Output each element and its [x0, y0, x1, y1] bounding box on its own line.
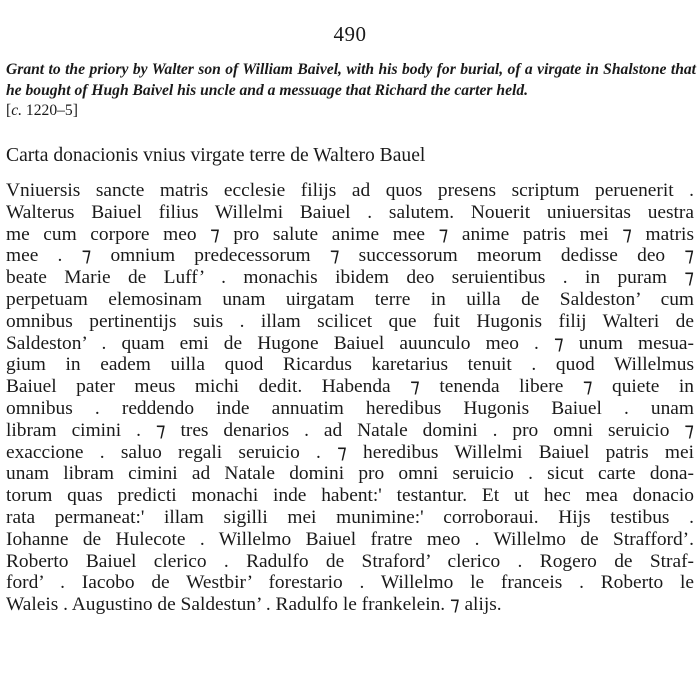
body-line: me cum corpore meo ⁊ pro salute anime mee ⁊ anime patris mei ⁊ matris: [6, 223, 694, 245]
body-line: torum quas predicti monachi inde habent:' testantur. Et ut hec mea donacio: [6, 485, 694, 507]
body-line: Saldeston’ . quam emi de Hugone Baiuel auunculo meo . ⁊ unum mesua-: [6, 332, 694, 354]
body-line: rata permaneat:' illam sigilli mei munimine:' corroboraui. Hijs testibus .: [6, 506, 694, 528]
body-line: exaccione . saluo regali seruicio . ⁊ heredibus Willelmi Baiuel patris mei: [6, 441, 694, 463]
body-line: Walterus Baiuel filius Willelmi Baiuel . salutem. Nouerit uniuersitas uestra: [6, 201, 694, 223]
body-line: Roberto Baiuel clerico . Radulfo de Straford’ clerico . Rogero de Straf-: [6, 550, 694, 572]
rubric-line: Grant to the priory by Walter son of William Baivel, with his body for burial, of a virgate in: [6, 61, 599, 78]
rubric-summary: [6, 60, 696, 122]
body-line: libram cimini . ⁊ tres denarios . ad Natale domini . pro omni seruicio ⁊: [6, 419, 694, 441]
body-line: omnibus . reddendo inde annuatim heredibus Hugonis Baiuel . unam: [6, 397, 694, 419]
date-prefix: [: [6, 102, 12, 119]
body-line: perpetuam elemosinam unam uirgatam terre in uilla de Saldeston’ cum: [6, 288, 694, 310]
rubric-date: [6, 102, 78, 119]
body-line: gium in eadem uilla quod Ricardus karetarius tenuit . quod Willelmus: [6, 354, 694, 376]
charter-heading: Carta donacionis vnius virgate terre de Waltero Bauel: [6, 145, 426, 166]
body-line: Baiuel pater meus michi dedit. Habenda ⁊ tenenda libere ⁊ quiete in: [6, 376, 694, 398]
body-line: beate Marie de Luff’ . monachis ibidem deo seruientibus . in puram ⁊: [6, 267, 694, 289]
rubric-line: Shalstone that he bought of Hugh Baivel his uncle and a messuage that Richard the carter held.: [6, 61, 696, 99]
body-line: ford’ . Iacobo de Westbir’ forestario . Willelmo le franceis . Roberto le: [6, 572, 694, 594]
body-line: omnibus pertinentijs suis . illam scilicet que fuit Hugonis filij Walteri de: [6, 310, 694, 332]
charter-body: [6, 180, 694, 616]
page-number: 490: [333, 22, 367, 46]
date-value: 1220–5]: [22, 102, 78, 119]
body-line: Vniuersis sancte matris ecclesie filijs ad quos presens scriptum peruenerit .: [6, 180, 694, 201]
date-circa: c.: [11, 102, 23, 119]
body-line: mee . ⁊ omnium predecessorum ⁊ successorum meorum dedisse deo ⁊: [6, 245, 694, 267]
body-line: Iohanne de Hulecote . Willelmo Baiuel fratre meo . Willelmo de Strafford’.: [6, 528, 694, 550]
body-line: Waleis . Augustino de Saldestun’ . Radulfo le frankelein. ⁊ alijs.: [6, 594, 502, 616]
body-line: unam libram cimini ad Natale domini pro omni seruicio . sicut carte dona-: [6, 463, 694, 485]
